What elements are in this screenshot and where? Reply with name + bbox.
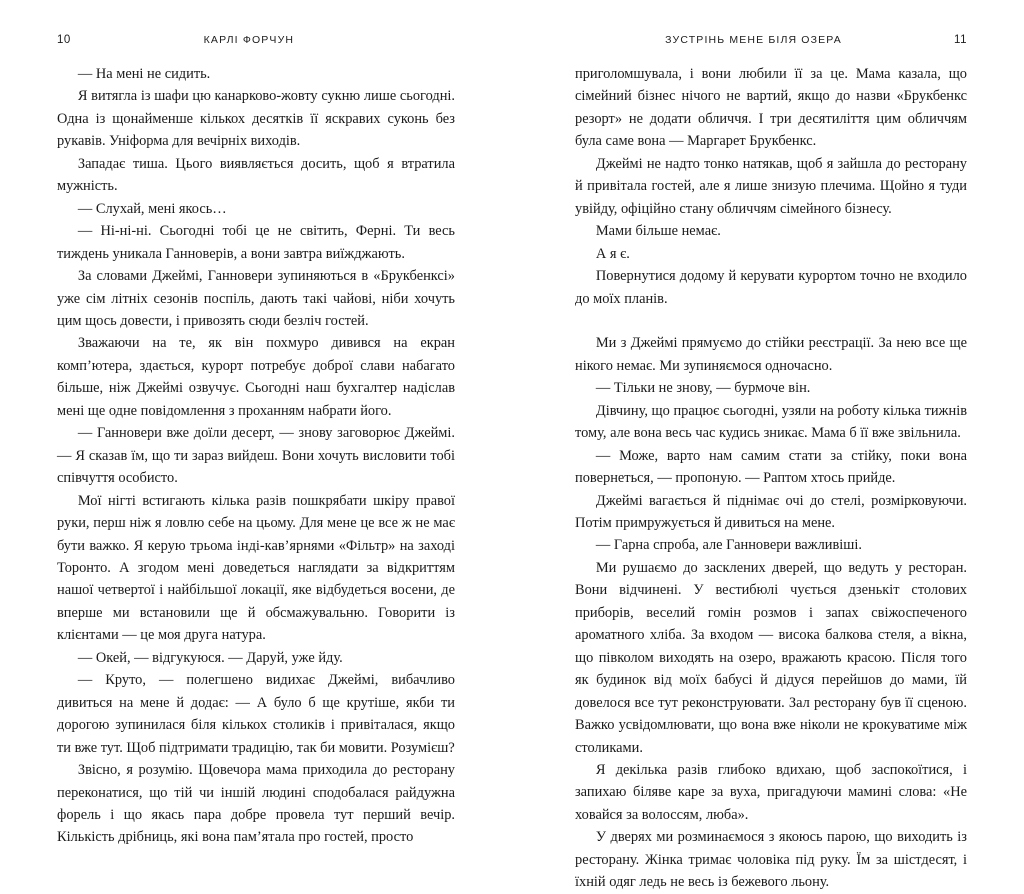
paragraph: Западає тиша. Цього виявляється досить, щоб я втратила мужність. (57, 155, 455, 195)
paragraph: Повернутися додому й керувати курортом точно не входило до моїх планів. (575, 268, 967, 307)
right-page-folio: 11 (954, 34, 967, 46)
paragraph: У дверях ми розминаємося з якоюсь парою, що виходить із ресторану. Жінка тримає чоловіка під руку. Їм за шістдесят, і їхній одяг ледь не весь із бежевого льону. (575, 829, 967, 891)
paragraph: — Тільки не знову, — бурмоче він. (595, 380, 811, 397)
paragraph: Ми з Джеймі прямуємо до стійки реєстрації. За нею все ще нікого немає. Ми зупиняємося одночасно. (575, 335, 967, 374)
paragraph: За словами Джеймі, Ганновери зупиняються в «Брукбенксі» уже сім літніх сезонів поспіль, дають такі чайові, ніби хочуть цим щось довести, і привозять сюди безліч гостей. (57, 268, 455, 329)
paragraph: приголомшувала, і вони любили її за це. Мама казала, що сімейний бізнес нічого не вартий, якщо до назви «Брукбенкс резорт» не додати обличчя. І три десятиліття цим обличчям була саме вона — Маргарет Брукбенкс. (575, 66, 967, 150)
paragraph: Я витягла із шафи цю канарково-жовту сукню лише сьогодні. Одна із щонайменше кількох десятків її яскравих суконь без рукавів. Уніформа для вечірніх виходів. (57, 88, 455, 150)
paragraph: Дівчину, що працює сьогодні, узяли на роботу кілька тижнів тому, але вона весь час кудись зникає. Мама б її вже звільнила. (575, 402, 967, 442)
right-page (512, 0, 1024, 891)
paragraph: Джеймі вагається й піднімає очі до стелі, розмірковуючи. Потім примружується й дивиться на мене. (575, 492, 967, 531)
right-page-running-title: ЗУСТРІНЬ МЕНЕ БІЛЯ ОЗЕРА (665, 34, 842, 46)
left-page (0, 0, 512, 846)
paragraph: — Слухай, мені якось… (77, 200, 227, 217)
left-page-folio: 10 (57, 34, 71, 46)
paragraph: Ми рушаємо до засклених дверей, що ведуть у ресторан. Вони відчинені. У вестибюлі чується дзенькіт столових приборів, веселий гомін розмов і запах свіжоспеченого ароматного хліба. За входом — висока балкова стеля, а вікна, що півколом виходять на озеро, вражають красою. Після того як будинок від моїх бабусі й дідуся перейшов до мами, їй довелося все тут реконструювати. Зал ресторану був її сценою. Важко усвідомлювати, що вона вже ніколи не крокуватиме між столиками. (575, 559, 967, 756)
paragraph: — Круто, — полегшено видихає Джеймі, вибачливо дивиться на мене й додає: — А було б ще крутіше, якби ти дорогою зупинилася біля кількох столиків і привіталася, якщо ти вже тут. Щоб підтримати традицію, так би мовити. Розумієш? (57, 672, 455, 756)
paragraph: — Може, варто нам самим стати за стійку, поки вона повернеться, — пропоную. — Раптом хтось прийде. (575, 447, 967, 487)
paragraph: — На мені не сидить. (77, 66, 211, 82)
left-page-running-title: КАРЛІ ФОРЧУН (203, 34, 295, 46)
paragraph: Мої нігті встигають кілька разів пошкрябати шкіру правої руки, перш ніж я ловлю себе на цьому. Для мене це все ж не має бути важко. Я керую трьома інді-кав’ярнями «Фільтр» на заході Торонто. А згодом мені доведеться наглядати за відкриттям нашої четвертої і найбільшої локації, яке відбудеться восени, де вперше ми встановили ще й обсмажувальню. Говорити із клієнтами — це моя друга натура. (57, 492, 455, 644)
paragraph: — Окей, — відгукуюся. — Даруй, уже йду. (77, 649, 343, 666)
right-page-running-head (575, 34, 967, 46)
paragraph: Мами більше немає. (595, 223, 721, 240)
paragraph: Джеймі не надто тонко натякав, щоб я зайшла до ресторану й привітала гостей, але я лише знизую плечима. Щойно я туди увійду, офіційно стану обличчям сімейного бізнесу. (575, 155, 967, 217)
left-page-running-head (57, 34, 455, 46)
right-page-text-block (575, 63, 967, 894)
paragraph: — Гарна спроба, але Ганновери важливіші. (595, 537, 862, 554)
paragraph: Звісно, я розумію. Щовечора мама приходила до ресторану переконатися, що тій чи іншій людині сподобалася райдужна форель і що якась пара добре провела тут перший вечір. Кількість дрібниць, які вона пам’ятала про гостей, просто (57, 762, 455, 846)
left-page-text-block (57, 63, 455, 849)
paragraph: Я декілька разів глибоко вдихаю, щоб заспокоїтися, і запихаю біляве каре за вуха, пригадуючи мамині слова: «Не ховайся за волоссям, люба». (575, 761, 967, 823)
paragraph: — Ні-ні-ні. Сьогодні тобі це не світить, Ферні. Ти весь тиждень уникала Ганноверів, а вони завтра виїжджають. (57, 223, 455, 262)
paragraph: А я є. (595, 245, 630, 262)
paragraph: — Ганновери вже доїли десерт, — знову заговорює Джеймі. — Я сказав їм, що ти зараз вийдеш. Вони хочуть висловити тобі співчуття особисто. (57, 425, 455, 487)
paragraph: Зважаючи на те, як він похмуро дивився на екран комп’ютера, здається, курорт потребує доброї слави набагато більше, ніж Джеймі озвучує. Сьогодні наш бухгалтер надіслав мені ще одне повідомлення з проханням набрати його. (57, 335, 455, 419)
